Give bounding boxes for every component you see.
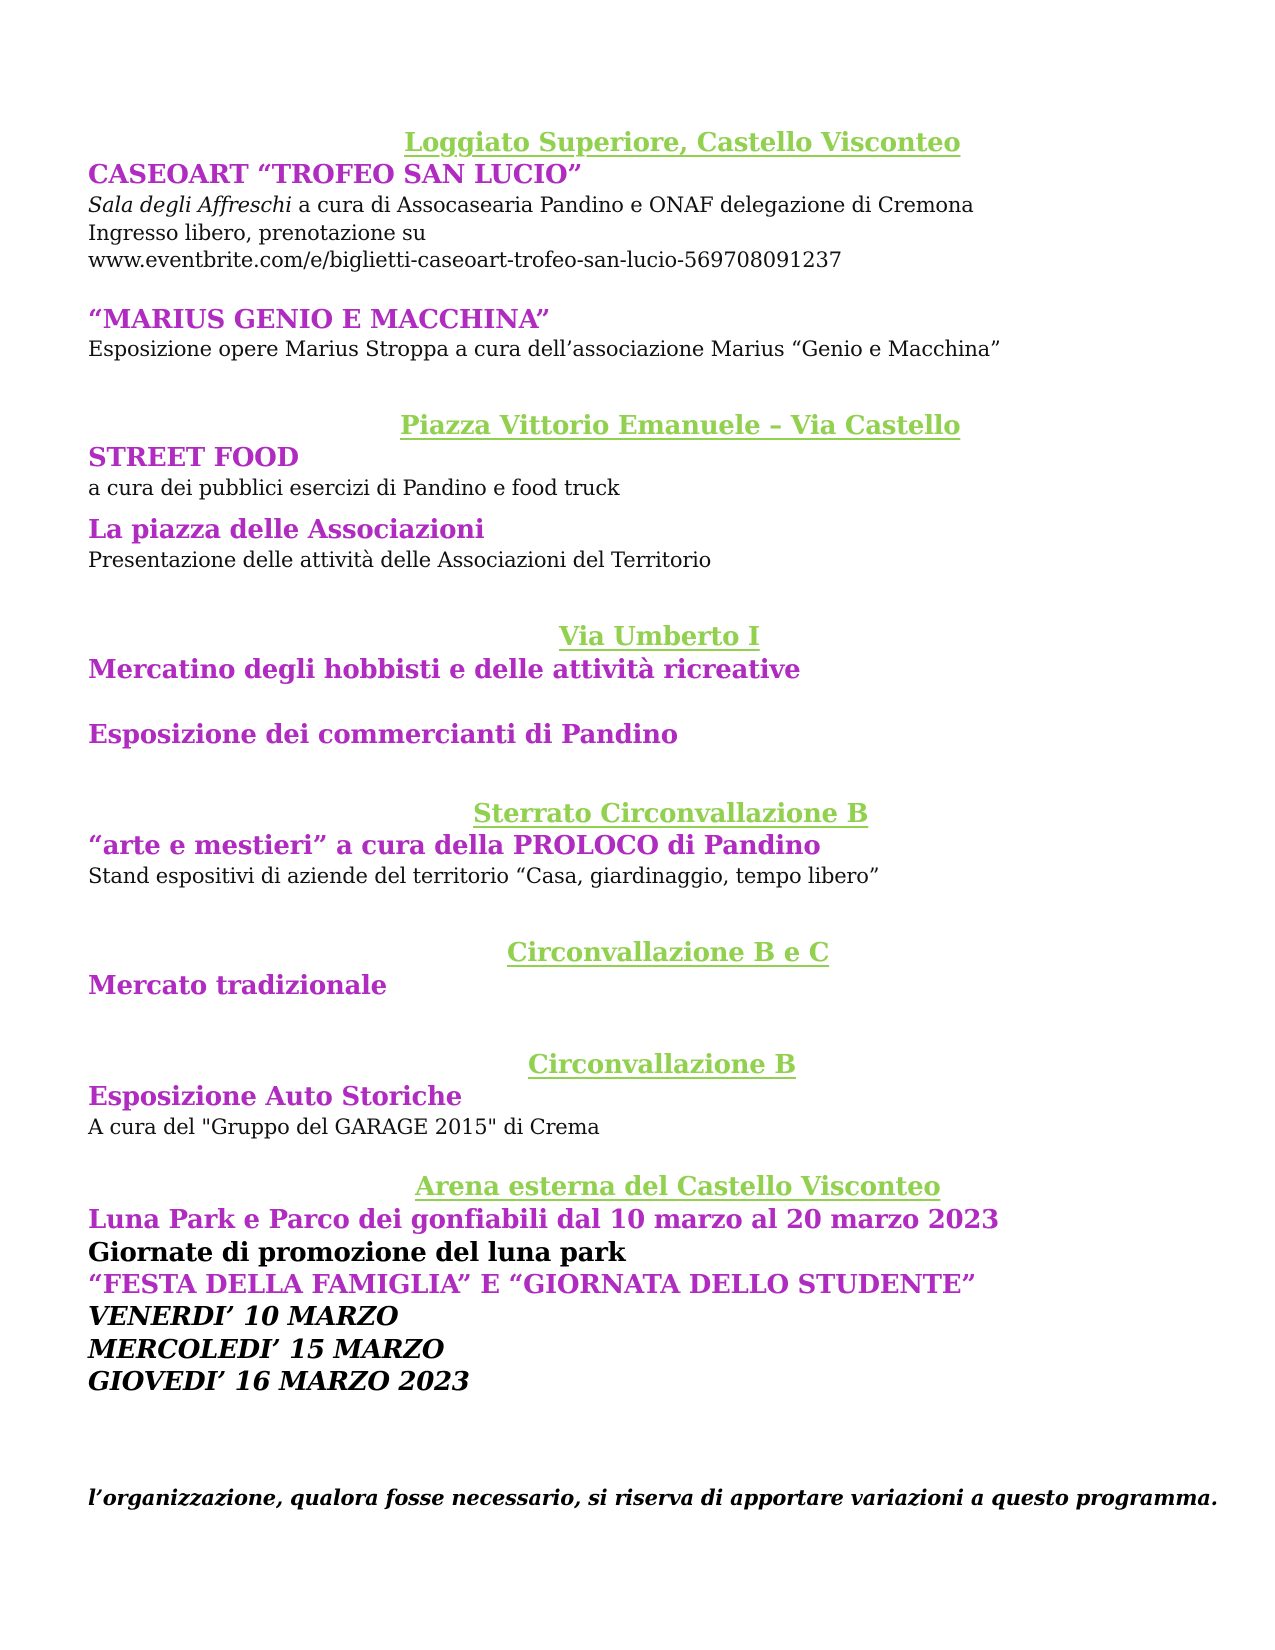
event-description: a cura dei pubblici esercizi di Pandino e food truck: [88, 476, 620, 500]
event-title: Esposizione dei commercianti di Pandino: [88, 720, 678, 750]
event-date: MERCOLEDI’ 15 MARZO: [88, 1335, 445, 1365]
footer-note: l’organizzazione, qualora fosse necessario, si riserva di apportare variazioni a questo programma.: [88, 1485, 1218, 1510]
event-organizer: a cura di Assocasearia Pandino e ONAF delegazione di Cremona: [291, 193, 974, 217]
venue-name: Sala degli Affreschi: [88, 193, 292, 217]
event-description: Presentazione delle attività delle Associazioni del Territorio: [88, 548, 712, 572]
event-description: Esposizione opere Marius Stroppa a cura dell’associazione Marius “Genio e Macchina”: [88, 337, 1001, 361]
event-booking-info: Ingresso libero, prenotazione su: [88, 221, 426, 245]
location-heading: Sterrato Circonvallazione B: [473, 799, 869, 829]
event-title: Luna Park e Parco dei gonfiabili dal 10 marzo al 20 marzo 2023: [88, 1205, 999, 1235]
event-description: [88, 193, 974, 217]
event-date: GIOVEDI’ 16 MARZO 2023: [88, 1367, 470, 1397]
event-title: “arte e mestieri” a cura della PROLOCO di Pandino: [88, 831, 821, 861]
event-title: Mercatino degli hobbisti e delle attività ricreative: [88, 655, 801, 685]
location-heading: Arena esterna del Castello Visconteo: [415, 1172, 941, 1202]
location-heading: Circonvallazione B e C: [507, 938, 830, 968]
event-subtitle: Giornate di promozione del luna park: [88, 1238, 626, 1268]
event-description: A cura del "Gruppo del GARAGE 2015" di Crema: [88, 1115, 600, 1139]
event-title: “MARIUS GENIO E MACCHINA”: [88, 305, 551, 335]
event-title: STREET FOOD: [88, 443, 299, 473]
event-title-secondary: “FESTA DELLA FAMIGLIA” E “GIORNATA DELLO STUDENTE”: [88, 1270, 976, 1300]
event-date: VENERDI’ 10 MARZO: [88, 1302, 399, 1332]
location-heading: Loggiato Superiore, Castello Visconteo: [404, 128, 961, 158]
event-title: Mercato tradizionale: [88, 971, 387, 1001]
event-description: Stand espositivi di aziende del territorio “Casa, giardinaggio, tempo libero”: [88, 864, 880, 888]
event-title: La piazza delle Associazioni: [88, 515, 485, 545]
location-heading: Circonvallazione B: [528, 1050, 796, 1080]
event-title: CASEOART “TROFEO SAN LUCIO”: [88, 160, 583, 190]
location-heading: Via Umberto I: [559, 622, 760, 652]
event-title: Esposizione Auto Storiche: [88, 1082, 462, 1112]
location-heading: Piazza Vittorio Emanuele – Via Castello: [400, 411, 961, 441]
event-booking-url: www.eventbrite.com/e/biglietti-caseoart-trofeo-san-lucio-569708091237: [88, 248, 842, 272]
